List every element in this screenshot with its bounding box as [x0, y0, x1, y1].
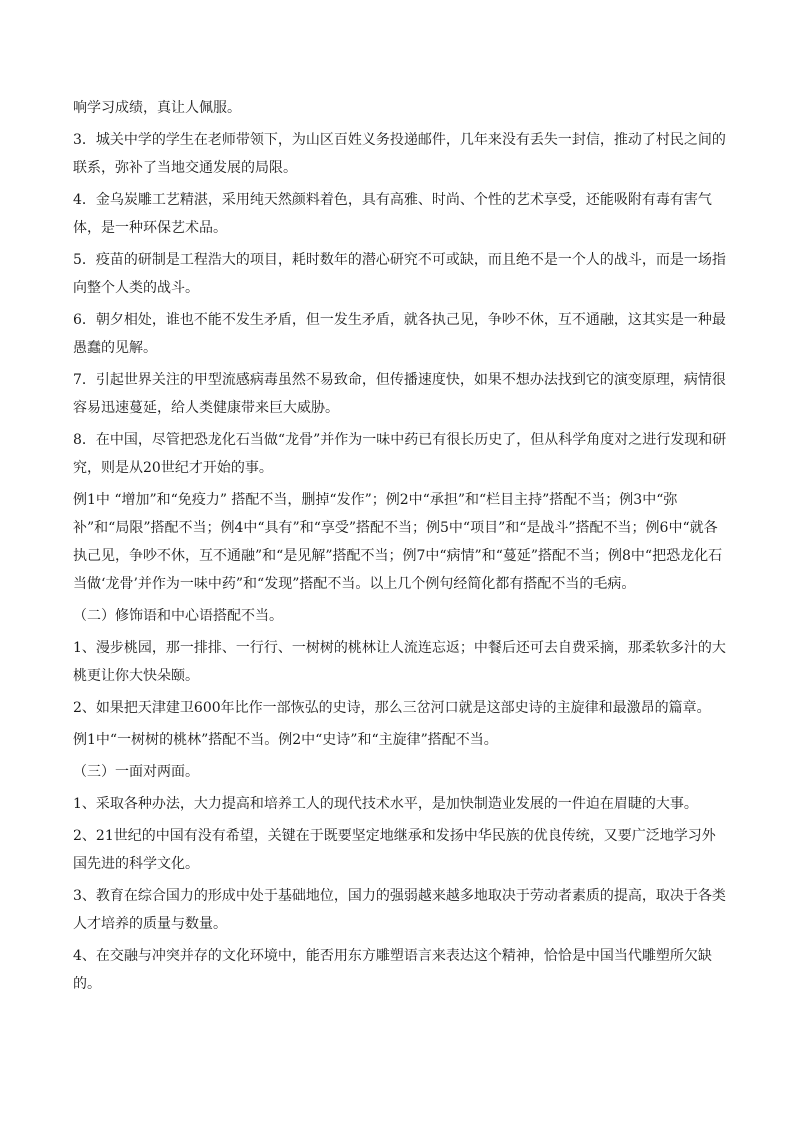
paragraph-analysis-2: 例1中“一树树的桃林”搭配不当。例2中“史诗”和“主旋律”搭配不当。: [73, 732, 498, 748]
paragraph-s3-example-3: 3、教育在综合国力的形成中处于基础地位，国力的强弱越来越多地取决于劳动者素质的提高，取决于各类人才培养的质量与数量。: [73, 888, 726, 932]
paragraph-s3-example-2: 2、21世纪的中国有没有希望，关键在于既要坚定地继承和发扬中华民族的优良传统，又要广泛地学习外国先进的科学文化。: [73, 828, 716, 872]
paragraph-example-3: 3．城关中学的学生在老师带领下，为山区百姓义务投递邮件，几年来没有丢失一封信，推动了村民之间的联系，弥补了当地交通发展的局限。: [73, 132, 726, 176]
paragraph-example-5: 5．疫苗的研制是工程浩大的项目，耗时数年的潜心研究不可或缺，而且绝不是一个人的战斗，而是一场指向整个人类的战斗。: [73, 252, 726, 296]
paragraph-s3-example-4: 4、在交融与冲突并存的文化环境中，能否用东方雕塑语言来表达这个精神，恰恰是中国当代雕塑所欠缺的。: [73, 948, 712, 992]
paragraph-s2-example-1: 1、漫步桃园，那一排排、一行行、一树树的桃林让人流连忘返；中餐后还可去自费采摘，那柔软多汁的大桃更让你大快朵颐。: [73, 640, 726, 684]
paragraph-s3-example-1: 1、采取各种办法，大力提高和培养工人的现代技术水平，是加快制造业发展的一件迫在眉睫的大事。: [73, 796, 698, 812]
paragraph-continuation: 响学习成绩，真让人佩服。: [73, 100, 241, 116]
paragraph-example-8: 8．在中国，尽管把恐龙化石当做“龙骨”并作为一味中药已有很长历史了，但从科学角度对之进行发现和研究，则是从20世纪才开始的事。: [73, 432, 727, 476]
paragraph-example-4: 4．金乌炭雕工艺精湛，采用纯天然颜料着色，具有高雅、时尚、个性的艺术享受，还能吸附有毒有害气体，是一种环保艺术品。: [73, 192, 712, 236]
paragraph-s2-example-2: 2、如果把天津建卫600年比作一部恢弘的史诗，那么三岔河口就是这部史诗的主旋律和最激昂的篇章。: [73, 700, 711, 716]
paragraph-example-7: 7．引起世界关注的甲型流感病毒虽然不易致命，但传播速度快，如果不想办法找到它的演变原理，病情很容易迅速蔓延，给人类健康带来巨大威胁。: [73, 372, 726, 416]
paragraph-example-6: 6．朝夕相处，谁也不能不发生矛盾，但一发生矛盾，就各执己见，争吵不休，互不通融，这其实是一种最愚蠢的见解。: [73, 312, 726, 356]
section-heading-3: （三）一面对两面。: [73, 764, 199, 780]
section-heading-2: （二）修饰语和中心语搭配不当。: [73, 608, 283, 624]
paragraph-analysis-1: 例1中 “增加”和“免疫力” 搭配不当，删掉“发作”；例2中“承担”和“栏目主持”搭配不当；例3中“弥补”和“局限”搭配不当；例4中“具有”和“享受”搭配不当；例5中“项目”和“是战斗”搭配不当；例6中“就各执己见，争吵不休，互不通融”和“是见解”搭配不当；例7中“病情”和“蔓延”搭配不当；例8中“把恐龙化石当做‘龙骨’并作为一味中药”和“发现”搭配不当。以上几个例句经简化都有搭配不当的毛病。: [73, 492, 723, 592]
